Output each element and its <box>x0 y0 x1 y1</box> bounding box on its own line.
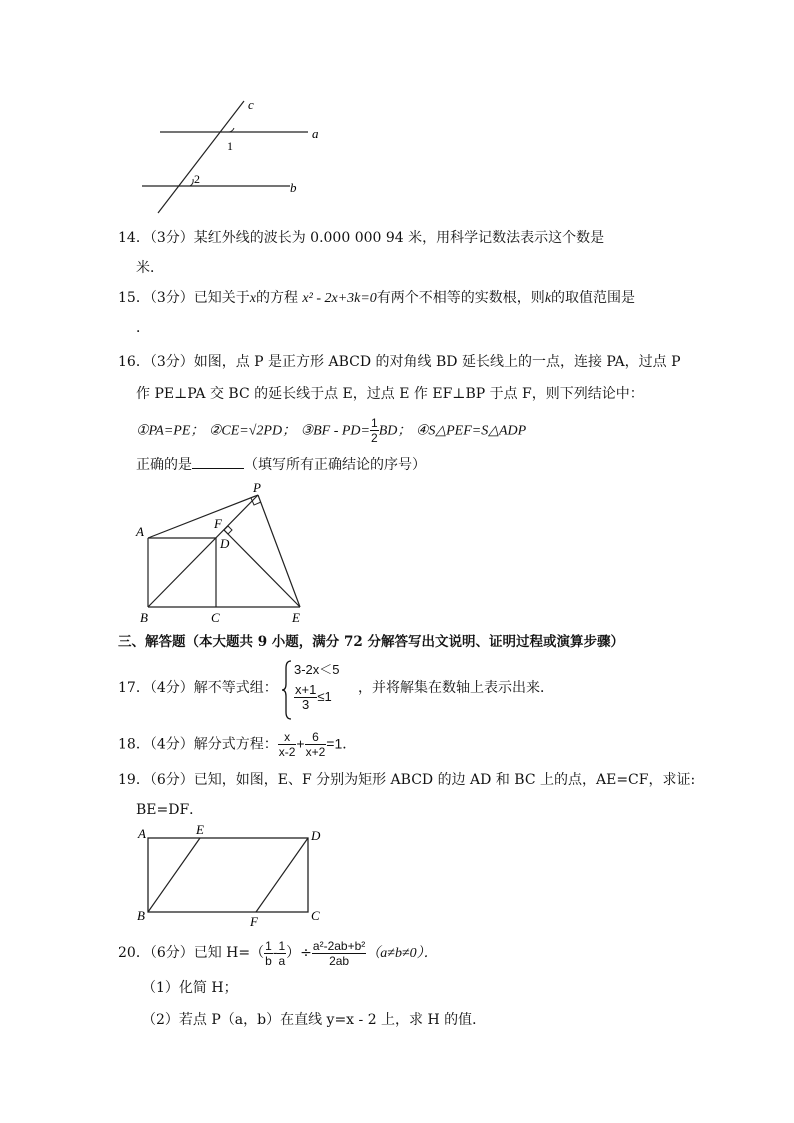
question-16-line2: 作 PE⊥PA 交 BC 的延长线于点 E，过点 E 作 EF⊥BP 于点 F，则下列结论中： <box>136 386 644 402</box>
question-14-line1: 14．（3分）某红外线的波长为 0.000 000 94 米，用科学记数法表示这个数是 <box>118 230 605 246</box>
question-15-line2: ． <box>136 320 150 336</box>
label-P: P <box>253 480 261 495</box>
frac-numerator: a²-2ab+b² <box>312 938 366 953</box>
label-B: B <box>140 610 148 625</box>
frac-denominator: a <box>278 953 286 968</box>
conclusion-3b: BD； <box>378 423 412 439</box>
label-E: E <box>196 822 204 837</box>
q20-divide: ）÷ <box>286 945 312 961</box>
q15-part4: 的取值范围是 <box>551 290 636 306</box>
conclusion-2a: ②CE= <box>208 423 249 439</box>
q18-fraction-2 <box>305 730 327 759</box>
question-17-suffix: ，并将解集在数轴上表示出来． <box>358 680 554 696</box>
q20-fraction-1 <box>264 939 273 968</box>
question-16-conclusions <box>136 416 526 445</box>
conclusion-3a: ③BF - PD= <box>300 423 370 439</box>
question-15-line1 <box>118 288 635 309</box>
label-angle-1: 1 <box>227 139 233 153</box>
question-20 <box>118 938 438 968</box>
q20-condition: （a≠b≠0）． <box>366 946 438 961</box>
frac-numerator: x <box>278 730 297 745</box>
frac-numerator: 1 <box>265 938 272 953</box>
label-C: C <box>211 610 220 625</box>
question-16-answer-line <box>136 454 426 475</box>
line-c <box>158 101 244 213</box>
label-b: b <box>290 180 297 195</box>
label-c: c <box>248 97 254 112</box>
frac-denominator: 3 <box>302 697 310 712</box>
question-19-line1: 19．（6分）已知，如图，E、F 分别为矩形 ABCD 的边 AD 和 BC 上的点，AE=CF，求证: <box>118 772 696 788</box>
frac-numerator: 6 <box>305 730 327 745</box>
frac-denominator: x+2 <box>305 745 326 759</box>
q15-part3: 有两个不相等的实数根，则 <box>376 290 545 306</box>
frac-denominator: b <box>265 953 272 968</box>
q18-fraction-1 <box>278 730 297 759</box>
q15-var-k: k <box>544 291 552 306</box>
answer-suffix: （填写所有正确结论的序号） <box>244 457 426 473</box>
frac-numerator: 1 <box>278 938 286 953</box>
square-figure <box>132 478 322 628</box>
question-17-prefix: 17．（4分）解不等式组： <box>118 680 278 696</box>
q18-suffix: =1． <box>326 735 357 752</box>
frac-numerator: 1 <box>371 416 378 430</box>
frac-denominator: 2 <box>371 431 378 445</box>
answer-blank[interactable] <box>192 454 244 469</box>
conclusion-1: ①PA=PE； <box>136 423 205 439</box>
label-E: E <box>292 610 300 625</box>
label-A: A <box>138 826 146 841</box>
frac-numerator: x+1 <box>295 682 317 697</box>
section-3-title: 三、解答题（本大题共 9 小题，满分 72 分解答写出文说明、证明过程或演算步骤） <box>118 634 624 650</box>
conclusion-4: ④S△PEF=S△ADP <box>415 423 527 439</box>
question-20-prefix: 20．（6分）已知 H=（ <box>118 945 265 961</box>
label-F: F <box>250 914 258 929</box>
angle-2-arc <box>190 179 193 186</box>
parallel-lines-figure <box>130 95 340 220</box>
q20-minus: - <box>272 944 278 960</box>
label-F: F <box>214 516 222 531</box>
conclusion-2b: √2PD； <box>248 423 297 439</box>
q15-part2: 的方程 <box>255 290 298 306</box>
q15-part1: 15．（3分）已知关于 <box>118 290 250 306</box>
question-18-prefix: 18．（4分）解分式方程： <box>118 736 278 753</box>
question-18 <box>118 730 356 759</box>
label-angle-2: 2 <box>194 172 200 186</box>
label-A: A <box>136 524 144 539</box>
frac-denominator: x-2 <box>278 745 296 759</box>
label-a: a <box>312 126 319 141</box>
question-19-line2: BE=DF． <box>136 802 204 818</box>
q15-equation: x² - 2x+3k=0 <box>302 291 377 306</box>
frac-denominator: 2ab <box>329 953 350 968</box>
label-D: D <box>311 828 321 843</box>
q18-plus: + <box>296 735 305 752</box>
rectangle-figure <box>132 820 332 930</box>
answer-prefix: 正确的是 <box>136 457 192 473</box>
label-B: B <box>137 908 145 923</box>
question-20-sub1: （1）化简 H； <box>142 980 238 996</box>
label-C: C <box>311 908 320 923</box>
label-D: D <box>220 536 230 551</box>
q15-var-x: x <box>249 291 256 306</box>
inequality-1: 3-2x＜5 <box>294 662 340 677</box>
question-14-line2: 米． <box>136 260 164 276</box>
inequality-system-brace <box>282 660 292 720</box>
inequality-2 <box>294 683 332 712</box>
conclusion-3-fraction <box>370 416 379 445</box>
inequality-2-relation: ≤1 <box>317 688 332 704</box>
question-20-sub2: （2）若点 P（a，b）在直线 y=x - 2 上，求 H 的值． <box>142 1012 487 1028</box>
q20-fraction-2 <box>277 939 286 968</box>
q20-fraction-3 <box>312 939 366 968</box>
inequality-2-fraction <box>294 683 317 712</box>
question-16-line1: 16．（3分）如图，点 P 是正方形 ABCD 的对角线 BD 延长线上的一点，连接 PA，过点 P <box>118 354 681 370</box>
